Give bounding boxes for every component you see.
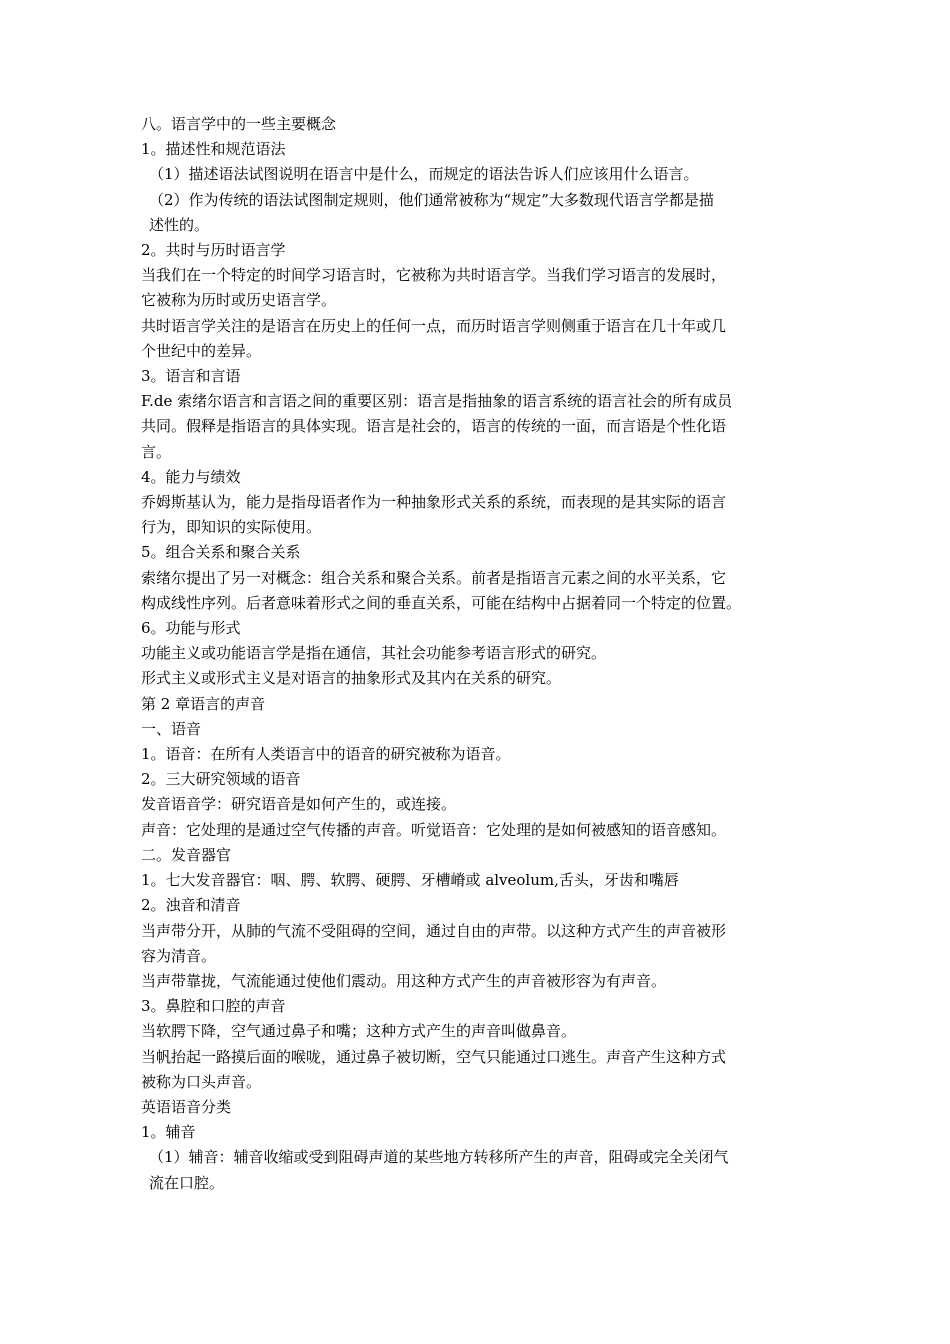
- text-line: 流在口腔。: [149, 1173, 225, 1192]
- document-body: [141, 112, 813, 1196]
- text-line: 共时语言学关注的是语言在历史上的任何一点，而历时语言学则侧重于语言在几十年或几: [141, 316, 727, 335]
- text-line: 2。浊音和清音: [141, 896, 241, 915]
- text-line: 1。七大发音器官：咽、腭、软腭、硬腭、牙槽嵴或 alveolum,舌头，牙齿和嘴唇: [141, 871, 679, 890]
- text-line: 乔姆斯基认为，能力是指母语者作为一种抽象形式关系的系统，而表现的是其实际的语言: [141, 493, 727, 512]
- text-line: 共同。假释是指语言的具体实现。语言是社会的，语言的传统的一面，而言语是个性化语: [141, 417, 727, 436]
- text-line: 6。功能与形式: [141, 619, 241, 638]
- text-line: 个世纪中的差异。: [141, 341, 262, 360]
- text-line: 当软腭下降，空气通过鼻子和嘴；这种方式产生的声音叫做鼻音。: [141, 1022, 577, 1041]
- text-line: 一、语音: [141, 719, 202, 738]
- text-line: 第 2 章语言的声音: [141, 694, 266, 713]
- text-line: 当我们在一个特定的时间学习语言时，它被称为共时语言学。当我们学习语言的发展时，: [141, 266, 727, 285]
- text-line: 被称为口头声音。: [141, 1072, 262, 1091]
- text-line: 行为，即知识的实际使用。: [141, 518, 322, 537]
- text-line: 2。三大研究领域的语音: [141, 770, 301, 789]
- text-line: 当声带靠拢，气流能通过使他们震动。用这种方式产生的声音被形容为有声音。: [141, 971, 667, 990]
- text-line: （1）辅音：辅音收缩或受到阻碍声道的某些地方转移所产生的声音，阻碍或完全关闭气: [149, 1148, 729, 1167]
- text-line: 八。语言学中的一些主要概念: [141, 115, 337, 133]
- text-line: 当声带分开，从肺的气流不受阻碍的空间，通过自由的声带。以这种方式产生的声音被形: [141, 921, 727, 940]
- text-line: 5。组合关系和聚合关系: [141, 543, 301, 562]
- text-line: 1。描述性和规范语法: [141, 140, 286, 159]
- text-line: 述性的。: [149, 215, 210, 234]
- text-line: 3。语言和言语: [141, 367, 241, 386]
- text-line: 1。语音：在所有人类语言中的语音的研究被称为语音。: [141, 745, 511, 764]
- text-line: 2。共时与历时语言学: [141, 241, 286, 260]
- text-line: 构成线性序列。后者意味着形式之间的垂直关系，可能在结构中占据着同一个特定的位置。: [141, 593, 742, 612]
- text-line: 英语语音分类: [141, 1097, 232, 1116]
- text-line: 发音语音学：研究语音是如何产生的，或连接。: [141, 795, 457, 814]
- text-line: 形式主义或形式主义是对语言的抽象形式及其内在关系的研究。: [141, 669, 562, 688]
- text-line: （2）作为传统的语法试图制定规则，他们通常被称为“规定”大多数现代语言学都是描: [149, 190, 714, 209]
- text-line: 二。发音器官: [141, 845, 232, 864]
- text-line: 言。: [141, 442, 172, 461]
- text-line: 容为清音。: [141, 946, 217, 965]
- text-line: 1。辅音: [141, 1123, 196, 1142]
- text-line: 索绪尔提出了另一对概念：组合关系和聚合关系。前者是指语言元素之间的水平关系，它: [141, 568, 727, 587]
- text-line: 功能主义或功能语言学是指在通信，其社会功能参考语言形式的研究。: [141, 644, 607, 663]
- text-line: （1）描述语法试图说明在语言中是什么，而规定的语法告诉人们应该用什么语言。: [149, 165, 699, 184]
- text-line: 它被称为历时或历史语言学。: [141, 291, 337, 310]
- text-line: 声音：它处理的是通过空气传播的声音。听觉语音：它处理的是如何被感知的语音感知。: [141, 820, 727, 839]
- text-line: 当帆抬起一路摸后面的喉咙，通过鼻子被切断，空气只能通过口逃生。声音产生这种方式: [141, 1047, 727, 1066]
- text-line: F.de 索绪尔语言和言语之间的重要区别：语言是指抽象的语言系统的语言社会的所有成员: [141, 392, 733, 411]
- text-line: 3。鼻腔和口腔的声音: [141, 997, 286, 1016]
- text-line: 4。能力与绩效: [141, 467, 241, 486]
